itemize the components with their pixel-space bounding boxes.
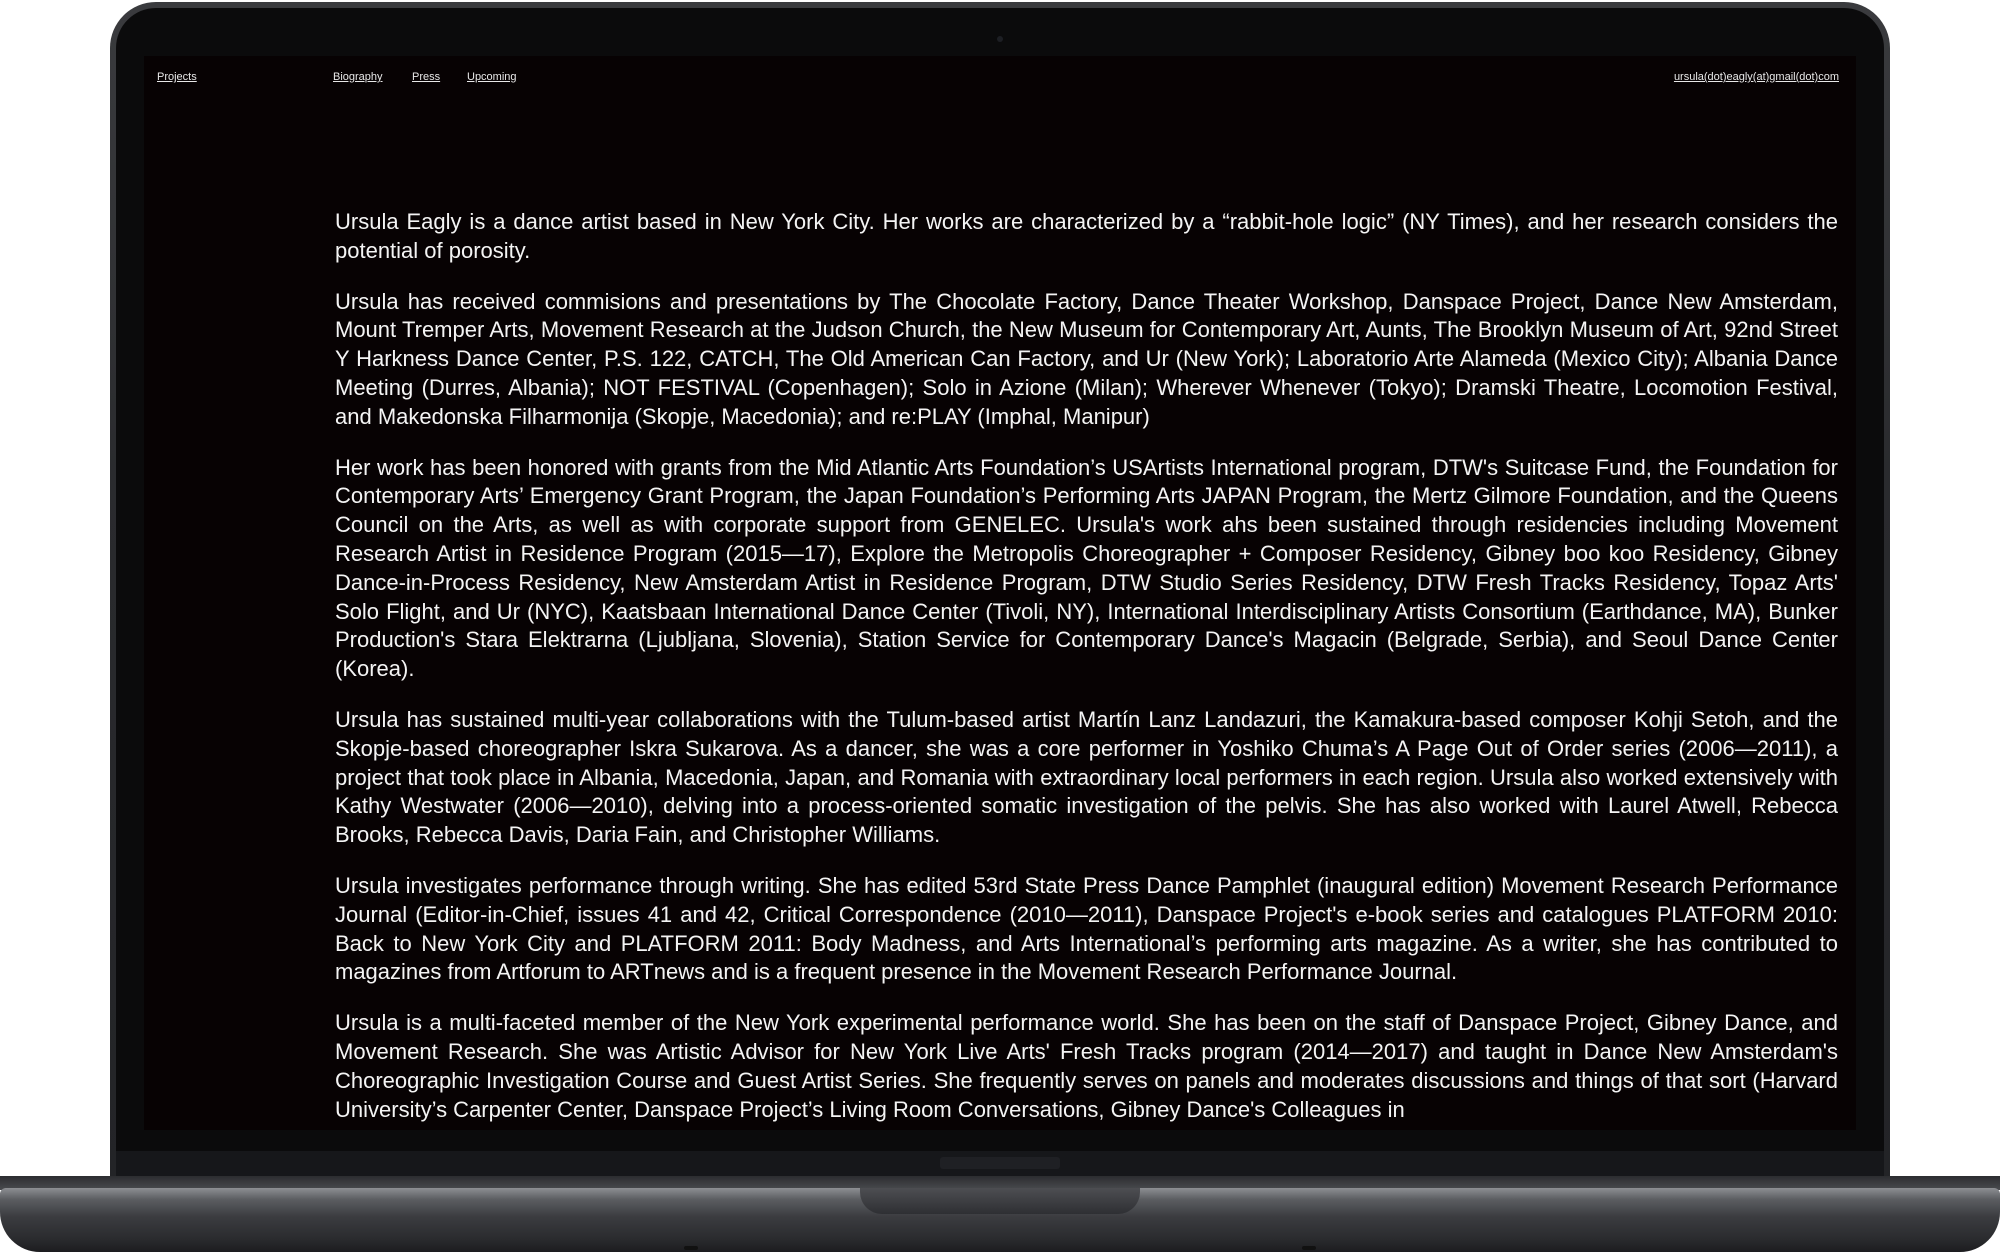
browser-viewport xyxy=(144,56,1856,1130)
nav-projects-link[interactable]: Projects xyxy=(157,71,197,83)
bio-paragraph-writing: Ursula investigates performance through writing. She has edited 53rd State Press Dance Pamphlet (inaugural edition) Movement Research Performance Journal (Editor-in-Chief, issues 41 and 42, Critical Correspondence (2010—2011), Danspace Project's e-book series and catalogues PLATFORM 2010: Back to New York City and PLATFORM 2011: Body Madness, and Arts International’s performing arts magazine. As a writer, she has contributed to magazines from Artforum to ARTnews and is a frequent presence in the Movement Research Performance Journal. xyxy=(335,872,1838,985)
laptop-foot-left xyxy=(684,1246,698,1250)
nav-biography-link[interactable]: Biography xyxy=(333,71,383,83)
nav-press-link[interactable]: Press xyxy=(412,71,441,83)
camera-icon xyxy=(997,36,1003,42)
laptop-opening-notch xyxy=(860,1188,1140,1214)
bio-paragraph-grants: Her work has been honored with grants from the Mid Atlantic Arts Foundation’s USArtists International program, DTW's Suitcase Fund, the Foundation for Contemporary Arts’ Emergency Grant Program, the Japan Foundation’s Performing Arts JAPAN Program, the Mertz Gilmore Foundation, and the Queens Council on the Arts, as well as with corporate support from GENELEC. Ursula's work ahs been sustained through residencies including Movement Research Artist in Residence Program (2015—17), Explore the Metropolis Choreographer + Composer Residency, Gibney boo koo Residency, Gibney Dance-in-Process Residency, New Amsterdam Artist in Residence Program, DTW Studio Series Residency, DTW Fresh Tracks Residency, Topaz Arts' Solo Flight, and Ur (NYC), Kaatsbaan International Dance Center (Tivoli, NY), International Interdisciplinary Artists Consortium (Earthdance, MA), Bunker Production's Stara Elektrarna (Ljubljana, Slovenia), Station Service for Contemporary Dance's Magacin (Belgrade, Serbia), and Seoul Dance Center (Korea). xyxy=(335,454,1838,682)
laptop-foot-right xyxy=(1302,1246,1316,1250)
bio-paragraph-collaborations: Ursula has sustained multi-year collaborations with the Tulum-based artist Martín Lanz Landazuri, the Kamakura-based composer Kohji Setoh, and the Skopje-based choreographer Iskra Sukarova. As a dancer, she was a core performer in Yoshiko Chuma’s A Page Out of Order series (2006—2011), a project that took place in Albania, Macedonia, Japan, and Romania with extraordinary local performers in each region. Ursula also worked extensively with Kathy Westwater (2006—2010), delving into a process-oriented somatic investigation of the pelvis. She has also worked with Laurel Atwell, Rebecca Brooks, Rebecca Davis, Daria Fain, and Christopher Williams. xyxy=(335,706,1838,848)
site-nav xyxy=(144,71,1856,91)
bio-paragraph-community: Ursula is a multi-faceted member of the New York experimental performance world. She has been on the staff of Danspace Project, Gibney Dance, and Movement Research. She was Artistic Advisor for New York Live Arts' Fresh Tracks program (2014—2017) and taught in Dance New Amsterdam's Choreographic Investigation Course and Guest Artist Series. She frequently serves on panels and moderates discussions and things of that sort (Harvard University’s Carpenter Center, Danspace Project’s Living Room Conversations, Gibney Dance's Colleagues in xyxy=(335,1010,1838,1122)
contact-email-link[interactable]: ursula(dot)eagly(at)gmail(dot)com xyxy=(1673,71,1839,83)
biography-text xyxy=(335,208,1838,1130)
bio-paragraph-commissions: Ursula has received commisions and presentations by The Chocolate Factory, Dance Theater Workshop, Danspace Project, Dance New Amsterdam, Mount Tremper Arts, Movement Research at the Judson Church, the New Museum for Contemporary Art, Aunts, The Brooklyn Museum of Art, 92nd Street Y Harkness Dance Center, P.S. 122, CATCH, The Old American Can Factory, and Ur (New York); Laboratorio Arte Alameda (Mexico City); Albania Dance Meeting (Durres, Albania); NOT FESTIVAL (Copenhagen); Solo in Azione (Milan); Wherever Whenever (Tokyo); Dramski Theatre, Locomotion Festival, and Makedonska Filharmonija (Skopje, Macedonia); and re:PLAY (Imphal, Manipur) xyxy=(335,288,1838,429)
device-logo xyxy=(940,1157,1060,1169)
bio-paragraph-intro: Ursula Eagly is a dance artist based in New York City. Her works are characterized by a “rabbit-hole logic” (NY Times), and her research considers the potential of porosity. xyxy=(335,209,1838,263)
nav-upcoming-link[interactable]: Upcoming xyxy=(467,71,517,83)
bezel-chin xyxy=(116,1151,1884,1177)
